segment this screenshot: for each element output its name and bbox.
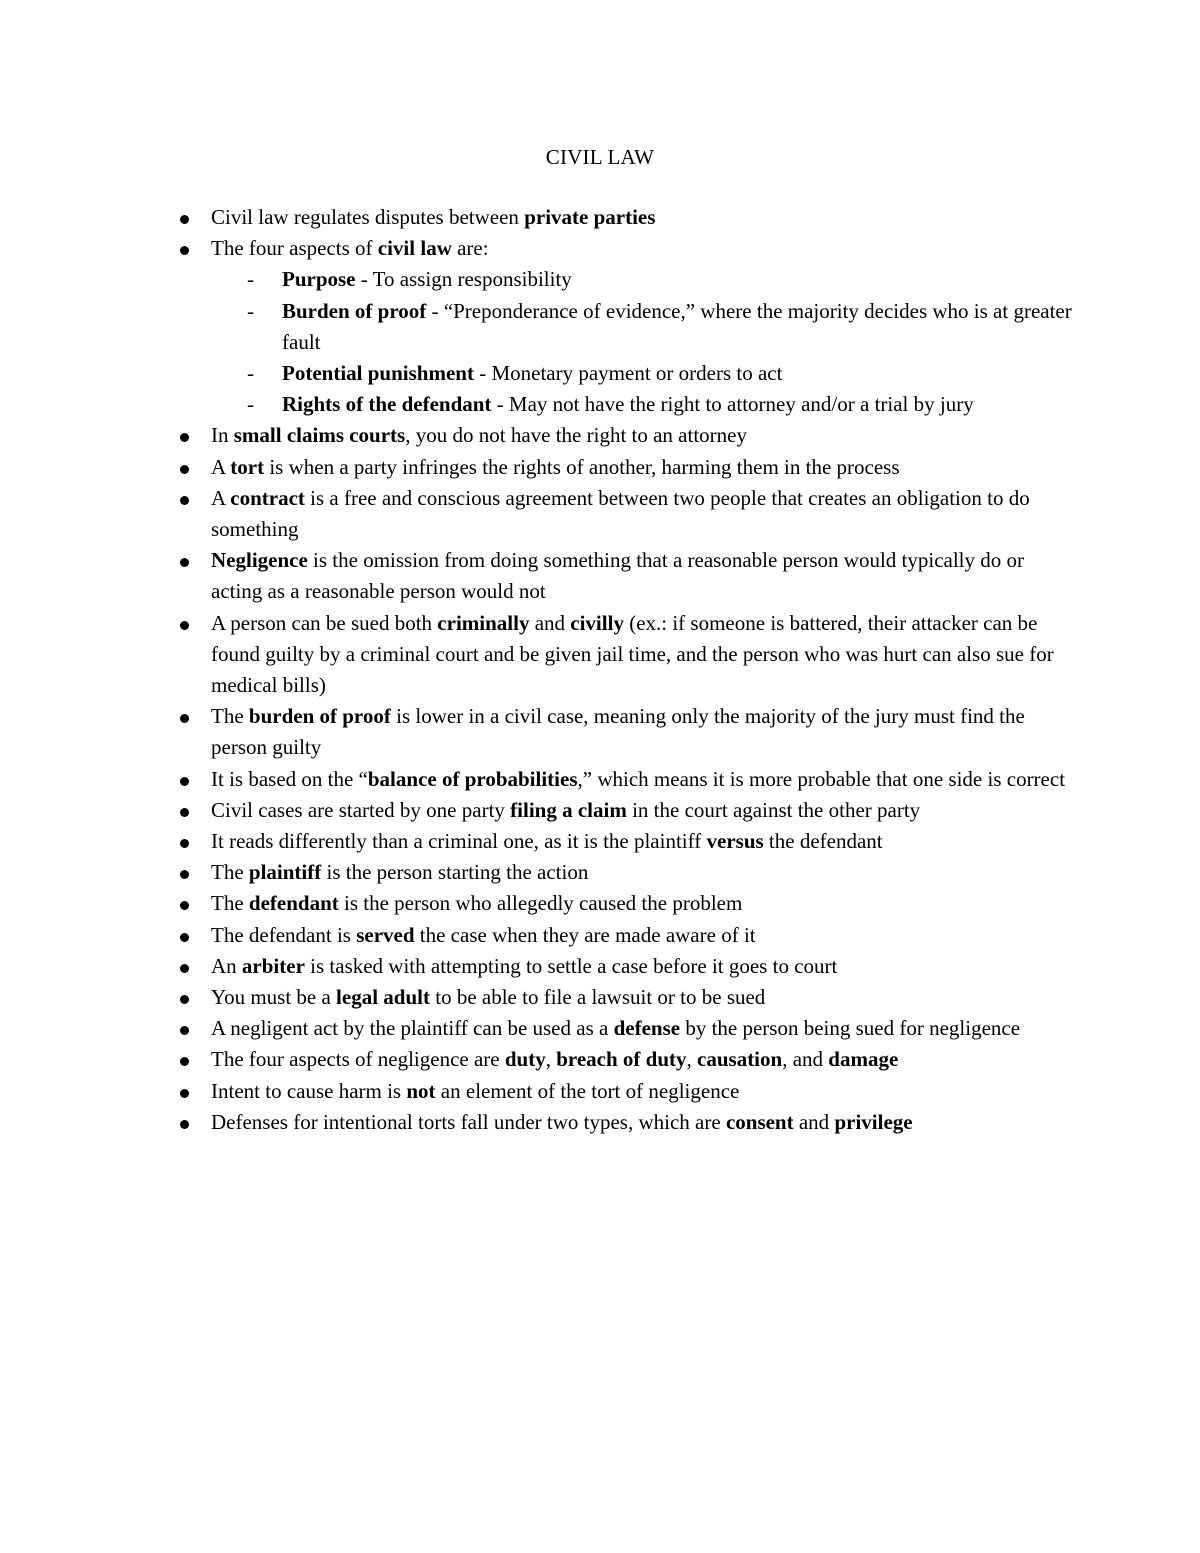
bold-term: defendant — [248, 891, 339, 916]
bullet-item — [0, 1044, 1200, 1075]
bullet-text — [211, 829, 883, 853]
bold-term: civil law — [377, 236, 452, 261]
text-segment: is the person starting the action — [321, 860, 589, 885]
bullet-dot-icon — [180, 839, 189, 848]
notes-list — [0, 202, 1200, 1138]
bold-term: small claims courts — [233, 423, 406, 448]
text-segment: - Monetary payment or orders to act — [473, 361, 783, 386]
sub-item-text — [282, 361, 782, 385]
bullet-dot-icon — [180, 1120, 189, 1129]
bullet-text — [211, 891, 742, 915]
page-title: CIVIL LAW — [545, 145, 655, 169]
text-segment: the case when they are made aware of it — [414, 922, 756, 947]
text-segment: Intent to cause harm is — [211, 1078, 407, 1103]
bullet-item — [0, 233, 1200, 420]
bold-term: Burden of proof — [282, 298, 427, 323]
bold-term: Negligence — [211, 548, 308, 573]
bullet-text — [211, 611, 1054, 697]
bullet-dot-icon — [180, 714, 189, 723]
text-segment: (ex.: if someone is battered, their attacker can be found guilty by a criminal court and be given jail time, and the person who was hurt can also sue for medical bills) — [211, 610, 1054, 698]
text-segment: by the person being sued for negligence — [680, 1016, 1021, 1041]
text-segment: is a free and conscious agreement between two people that creates an obligation to do something — [211, 485, 1030, 542]
bullet-text — [211, 205, 655, 229]
bold-term: versus — [706, 829, 764, 854]
bullet-dot-icon — [180, 777, 189, 786]
bullet-dot-icon — [180, 433, 189, 442]
bold-term: not — [406, 1078, 436, 1103]
text-segment: are: — [451, 236, 489, 261]
bullet-dot-icon — [180, 496, 189, 505]
sub-item — [211, 264, 1080, 295]
dash-marker: - — [247, 298, 254, 323]
text-segment: - May not have the right to attorney and/or a trial by jury — [491, 392, 974, 417]
text-segment: The — [211, 704, 249, 729]
bullet-text — [211, 236, 489, 260]
bold-term: defense — [613, 1016, 681, 1041]
bullet-item — [0, 483, 1200, 545]
text-segment: A person can be sued both — [211, 610, 438, 635]
text-segment: A — [211, 454, 231, 479]
text-segment: You must be a — [211, 985, 337, 1010]
bold-term: burden of proof — [248, 704, 391, 729]
text-segment: is the omission from doing something that a reasonable person would typically do or acting as a reasonable person would not — [211, 548, 1025, 604]
bullet-dot-icon — [180, 465, 189, 474]
text-segment: An — [211, 953, 242, 978]
bullet-item — [0, 1076, 1200, 1107]
bullet-text — [211, 767, 1065, 791]
text-segment: , — [686, 1047, 698, 1072]
bullet-item — [0, 982, 1200, 1013]
bullet-item — [0, 1013, 1200, 1044]
bold-term: plaintiff — [248, 860, 322, 885]
text-segment: A — [211, 485, 231, 510]
bullet-text — [211, 860, 588, 884]
bullet-item — [0, 420, 1200, 451]
bold-term: arbiter — [241, 953, 305, 978]
text-segment: , you do not have the right to an attorney — [405, 423, 747, 448]
bullet-item — [0, 795, 1200, 826]
bullet-item — [0, 764, 1200, 795]
bold-term: Potential punishment — [282, 361, 474, 386]
dash-marker: - — [247, 361, 254, 386]
bold-term: criminally — [437, 610, 530, 635]
text-segment: The defendant is — [211, 922, 357, 947]
bold-term: damage — [828, 1047, 899, 1072]
text-segment: and — [793, 1109, 835, 1134]
text-segment: The — [211, 891, 249, 916]
text-segment: the defendant — [763, 829, 883, 854]
bullet-dot-icon — [180, 901, 189, 910]
text-segment: Civil cases are started by one party — [211, 797, 511, 822]
bullet-dot-icon — [180, 1057, 189, 1066]
bold-term: balance of probabilities — [367, 766, 578, 791]
text-segment: - To assign responsibility — [355, 267, 572, 292]
bold-term: contract — [230, 485, 305, 510]
bullet-text — [211, 423, 747, 447]
text-segment: - “Preponderance of evidence,” where the majority decides who is at greater fault — [282, 298, 1072, 354]
bold-term: privilege — [834, 1109, 913, 1134]
text-segment: and — [529, 610, 571, 635]
bullet-dot-icon — [180, 558, 189, 567]
text-segment: an element of the tort of negligence — [435, 1078, 740, 1103]
text-segment: In — [211, 423, 234, 448]
bullet-dot-icon — [180, 933, 189, 942]
sub-item — [211, 358, 1080, 389]
dash-marker: - — [247, 392, 254, 417]
bullet-dot-icon — [180, 964, 189, 973]
bold-term: breach of duty — [556, 1047, 687, 1072]
bullet-item — [0, 452, 1200, 483]
bullet-item — [0, 701, 1200, 763]
bullet-item — [0, 857, 1200, 888]
text-segment: , and — [782, 1047, 829, 1072]
bullet-text — [211, 1079, 739, 1103]
text-segment: A negligent act by the plaintiff can be used as a — [211, 1016, 614, 1041]
text-segment: to be able to file a lawsuit or to be sued — [429, 985, 766, 1010]
sub-item — [211, 389, 1080, 420]
bold-term: consent — [725, 1109, 794, 1134]
bullet-text — [211, 798, 920, 822]
bullet-dot-icon — [180, 995, 189, 1004]
bullet-item — [0, 202, 1200, 233]
bullet-text — [211, 985, 765, 1009]
bold-term: tort — [230, 454, 265, 479]
text-segment: The — [211, 860, 249, 885]
bullet-text — [211, 954, 837, 978]
text-segment: ,” which means it is more probable that one side is correct — [577, 766, 1066, 791]
bullet-text — [211, 1016, 1020, 1040]
bullet-item — [0, 888, 1200, 919]
bold-term: duty — [504, 1047, 546, 1072]
bold-term: private parties — [524, 205, 656, 229]
bullet-dot-icon — [180, 1089, 189, 1098]
bullet-text — [211, 548, 1024, 603]
bullet-text — [211, 704, 1025, 759]
text-segment: is when a party infringes the rights of another, harming them in the process — [264, 454, 900, 479]
bold-term: Purpose — [282, 267, 356, 292]
sub-item-text — [282, 267, 572, 291]
bullet-text — [211, 1110, 913, 1134]
sub-item-text — [282, 392, 974, 416]
bullet-dot-icon — [180, 215, 189, 224]
text-segment: It is based on the “ — [211, 766, 368, 791]
bullet-item — [0, 1107, 1200, 1138]
bullet-dot-icon — [180, 246, 189, 255]
sub-item — [211, 296, 1080, 358]
bullet-dot-icon — [180, 808, 189, 817]
bullet-text — [211, 455, 900, 479]
text-segment: in the court against the other party — [626, 797, 921, 822]
bullet-dot-icon — [180, 1026, 189, 1035]
dash-marker: - — [247, 267, 254, 292]
bold-term: served — [356, 922, 415, 947]
bold-term: civilly — [570, 610, 624, 635]
bullet-dot-icon — [180, 621, 189, 630]
text-segment: is lower in a civil case, meaning only the majority of the jury must find the person guilty — [211, 704, 1025, 760]
text-segment: Civil law regulates disputes between — [211, 205, 525, 229]
text-segment: is the person who allegedly caused the problem — [338, 891, 743, 916]
sub-item-text — [282, 299, 1072, 354]
bullet-item — [0, 608, 1200, 702]
text-segment: is tasked with attempting to settle a case before it goes to court — [304, 953, 838, 978]
bullet-item — [0, 951, 1200, 982]
text-segment: Defenses for intentional torts fall under two types, which are — [211, 1109, 726, 1134]
bold-term: Rights of the defendant — [282, 392, 492, 417]
text-segment: The four aspects of — [211, 236, 378, 261]
text-segment: The four aspects of negligence are — [211, 1047, 505, 1072]
bold-term: legal adult — [336, 985, 430, 1010]
bold-term: filing a claim — [510, 797, 627, 822]
sub-list — [211, 264, 1080, 420]
text-segment: It reads differently than a criminal one, as it is the plaintiff — [211, 829, 707, 854]
bold-term: causation — [697, 1047, 783, 1072]
bullet-text — [211, 1047, 898, 1071]
bullet-dot-icon — [180, 870, 189, 879]
bullet-item — [0, 545, 1200, 607]
text-segment: , — [545, 1047, 557, 1072]
bullet-text — [211, 923, 756, 947]
bullet-item — [0, 826, 1200, 857]
bullet-item — [0, 920, 1200, 951]
bullet-text — [211, 486, 1030, 541]
